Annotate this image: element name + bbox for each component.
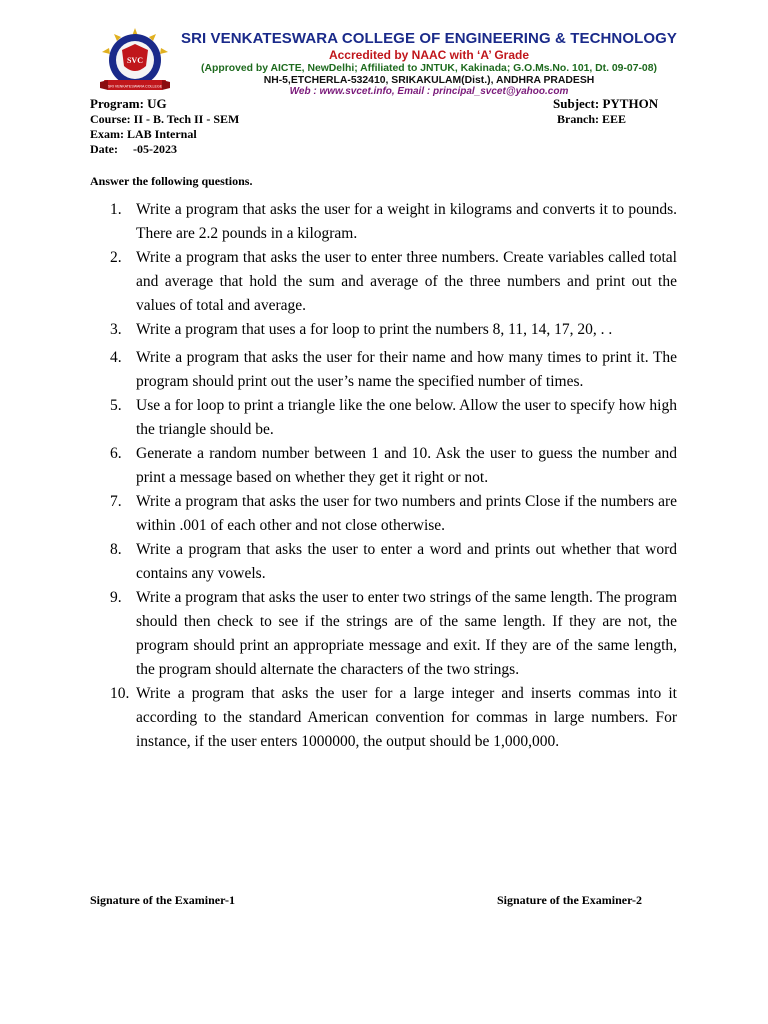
svg-text:SVC: SVC <box>126 56 144 65</box>
question-item: 1. Write a program that asks the user for a weight in kilograms and converts it to pounds. There are 2.2 pounds in a kilogram. <box>110 201 677 242</box>
question-item: 4. Write a program that asks the user for their name and how many times to print it. The program should print out the user’s name the specified number of times. <box>110 349 677 390</box>
question-item: 3. Write a program that uses a for loop to print the numbers 8, 11, 14, 17, 20, . . <box>110 321 613 338</box>
question-item: 7. Write a program that asks the user for two numbers and prints Close if the numbers are within .001 of each other and not close otherwise. <box>110 493 677 534</box>
svg-text:SRI VENKATESWARA COLLEGE: SRI VENKATESWARA COLLEGE <box>107 84 163 89</box>
course-label: Course: II - B. Tech II - SEM <box>90 112 240 126</box>
approval-line: (Approved by AICTE, NewDelhi; Affiliated to JNTUK, Kakinada; G.O.Ms.No. 101, Dt. 09-07-08) <box>201 63 657 74</box>
question-item: 10. Write a program that asks the user for a large integer and inserts commas into it according to the standard American convention for commas in large numbers. For instance, if the user enters 1000000, the output should be 1,000,000. <box>110 685 677 750</box>
college-logo-icon <box>98 28 172 98</box>
address-line: NH-5,ETCHERLA-532410, SRIKAKULAM(Dist.), ANDHRA PRADESH <box>263 75 595 86</box>
subject-label: Subject: PYTHON <box>553 96 659 111</box>
question-item: 5. Use a for loop to print a triangle like the one below. Allow the user to specify how high the triangle should be. <box>110 397 677 438</box>
signature-examiner-1: Signature of the Examiner-1 <box>90 893 235 907</box>
web-email-line: Web : www.svcet.info, Email : principal_svcet@yahoo.com <box>289 86 569 97</box>
question-item: 9. Write a program that asks the user to enter two strings of the same length. The program should then check to see if the strings are of the same length. If they are not, the program should print an appropriate message and exit. If they are of the same length, the program should alternate the characters of the two strings. <box>110 589 678 678</box>
signature-examiner-2: Signature of the Examiner-2 <box>497 893 642 907</box>
question-item: 6. Generate a random number between 1 and 10. Ask the user to guess the number and print a message based on whether they get it right or not. <box>110 445 677 486</box>
branch-label: Branch: EEE <box>557 112 627 126</box>
date-label: Date: -05-2023 <box>90 142 177 156</box>
question-list <box>110 198 677 754</box>
letterhead <box>92 26 682 96</box>
college-name: SRI VENKATESWARA COLLEGE OF ENGINEERING & TECHNOLOGY <box>180 30 678 47</box>
question-item: 8. Write a program that asks the user to enter a word and prints out whether that word contains any vowels. <box>110 541 677 582</box>
program-label: Program: UG <box>90 96 167 111</box>
accreditation-line: Accredited by NAAC with ‘A’ Grade <box>328 48 530 62</box>
question-item: 2. Write a program that asks the user to enter three numbers. Create variables called total and average that hold the sum and average of the three numbers and print out the values of total and average. <box>110 249 677 314</box>
instruction-text: Answer the following questions. <box>90 174 253 188</box>
exam-label: Exam: LAB Internal <box>90 127 197 141</box>
college-header <box>176 30 682 97</box>
